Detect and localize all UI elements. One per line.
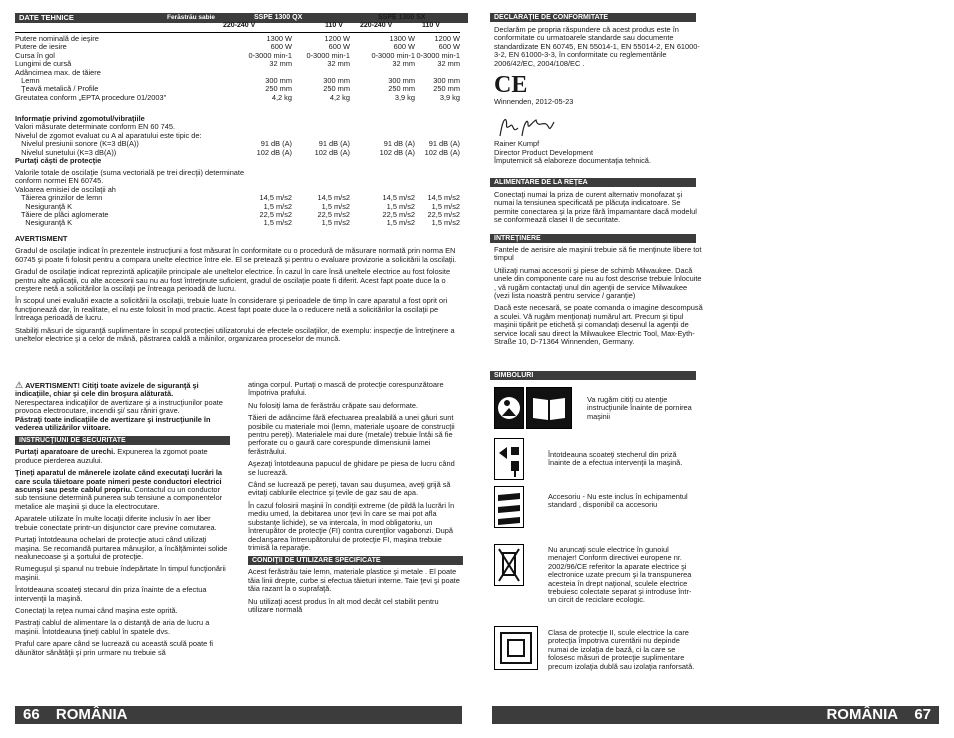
vib-value: 22,5 m/s2 — [317, 211, 350, 219]
maintenance-section — [494, 246, 704, 350]
vib-intro: Valorile totale de oscilaţie (suma vectorială pe trei direcţii) determinate conform normei EN 60745. — [15, 168, 245, 186]
accessory-icon — [494, 486, 524, 528]
vib-value: 1,5 m/s2 — [386, 202, 415, 211]
col1-warning3: Păstraţi toate indicaţiile de avertizare şi instrucţiunile în vederea utilizărilor viitoare. — [15, 414, 211, 433]
s2: Contactul cu un conductor sub tensiune determină punerea sub tensiune a componentelor metalice ale maşinii şi duce la electrocutare. — [15, 485, 223, 511]
specs-value: 32 mm — [392, 60, 415, 69]
weee-bin-icon — [494, 544, 524, 586]
specs-value: 1200 W — [434, 35, 460, 43]
c2-5: Când se lucrează pe pereţi, tavan sau duşumea, aveţi grijă să evitaţi cablurile electrice şi ţevile de gaz sau de apa. — [248, 480, 451, 498]
vib-row — [15, 203, 460, 211]
s8: Pastraţi cablul de alimentare la o distanţă de aria de lucru a maşinii. Întotdeauna ţineţi cablul în spatele dvs. — [15, 618, 210, 636]
specs-label: Greutatea conform „EPTA procedure 01/2003" — [15, 93, 167, 102]
place-date: Winnenden, 2012-05-23 — [494, 97, 574, 107]
authorization: Împuternicit să elaboreze documentaţia tehnică. — [494, 156, 651, 166]
specs-row — [15, 85, 460, 93]
footer-left — [15, 706, 462, 724]
specs-row — [15, 77, 460, 85]
warning-triangle-icon: ⚠ — [15, 380, 24, 390]
voltage-2: 110 V — [325, 22, 343, 29]
noise-row — [15, 140, 460, 148]
symbol-3-text: Accesoriu - Nu este inclus în echipamentul standard , disponibil ca accesoriu — [548, 492, 688, 510]
vib-label: Tăierea grinzilor de lemn — [15, 194, 103, 203]
vib-value: 14,5 m/s2 — [259, 194, 292, 203]
specs-value: 600 W — [393, 43, 415, 52]
noise-value: 102 dB (A) — [424, 148, 460, 157]
vib-value: 22,5 m/s2 — [427, 211, 460, 219]
vib-row — [15, 194, 460, 202]
s1-bold: Purtaţi aparatoare de urechi. — [15, 447, 116, 457]
vib-value: 14,5 m/s2 — [382, 194, 415, 203]
vib-row — [15, 211, 460, 219]
vib-value: 14,5 m/s2 — [427, 194, 460, 203]
noise-intro2: Nivelul de zgomot evaluat cu A al aparatului este tipic de: — [15, 130, 202, 140]
read-manual-icon — [494, 387, 524, 429]
class-ii-icon — [494, 626, 538, 670]
specs-value: 0-3000 min-1 — [416, 51, 460, 60]
specs-value: 300 mm — [265, 76, 292, 85]
specs-label: Putere de iesire — [15, 43, 67, 52]
mains-text: Conectaţi numai la priza de curent alternativ monofazat şi numai la tensiunea specificată pe plăcuţa indicatoare. Se permite conectarea şi la prize fără împamantare dacă modelul se conformează clasei II de securitate. — [494, 190, 697, 225]
vib-label: Nesiguranţă K — [15, 219, 73, 228]
col1-warning: AVERTISMENT! Citiţi toate avizele de siguranţă şi indicaţiile, chiar şi cele din broşura alăturată. — [15, 381, 199, 399]
page-number-left: 66 — [23, 706, 40, 723]
specs-value: 1200 W — [324, 35, 350, 43]
maint-2: Utilizaţi numai accesorii şi piese de schimb Milwaukee. Dacă unele din componente care nu au fost descrise trebuie înlocuite , vă rugăm contactaţi unul din agenţii de service Milwaukee (vezi lista noastră pentru service / garanţie) — [494, 265, 702, 301]
warning-p4: Stabiliţi măsuri de siguranţă suplimentare în scopul protecţiei utilizatorului de efectele oscilaţiilor, de exemplu: inspecţie de întreţinere a uneltelor electrice şi a celor de mână, păstrarea caldă a mâinilor, organizarea proceselor de muncă. — [15, 325, 455, 344]
noise-value: 91 dB (A) — [318, 140, 350, 149]
symbol-2-text: Întotdeauna scoateţi stecherul din priză înainte de a efectua intervenţii la maşină. — [548, 450, 683, 468]
c2-6: În cazul folosirii maşinii în condiţii extreme (de pildă la lucrări în mediu umed, la debitarea unor ţevi în care se mai pot afla substanţe lichide), se va intercala, în mod obligatoriu, un întrerupător de protecţie (FI) contra curenţilor vagabonzi. După declanşarea întrerupătorului de protecţie FI, maşina trebuie trimisă la reparaţie. — [248, 500, 455, 552]
specs-value: 600 W — [438, 43, 460, 52]
specs-value: 3,9 kg — [394, 93, 415, 102]
noise-section — [15, 115, 460, 165]
noise-value: 102 dB (A) — [256, 148, 292, 157]
specs-row — [15, 43, 460, 51]
specs-value: 600 W — [328, 43, 350, 52]
s5: Rumeguşul şi spanul nu trebuie îndepărtate în timpul funcţionării maşinii. — [15, 564, 226, 582]
specs-value: 0-3000 min-1 — [306, 51, 350, 60]
vib-value: 1,5 m/s2 — [431, 219, 460, 228]
specs-row — [15, 52, 460, 60]
noise-rows — [15, 140, 460, 157]
symbol-5-text: Clasa de protecţie II, scule electrice la care protecţia împotriva curentării nu depinde numai de izolaţia de bază, ci la care se folosesc măsuri de protecţie suplimentare precum izolaţia dublă sau izolaţia ranforsată. — [548, 628, 695, 671]
s6: Întotdeauna scoateţi stecarul din priza înainte de a efectua intervenţii la maşină. — [15, 585, 207, 603]
vib-intro2: Valoarea emisiei de oscilaţii ah — [15, 184, 116, 194]
specs-row — [15, 94, 460, 102]
c2-4: Aşezaţi întotdeauna papucul de ghidare pe piesa de lucru când se lucrează. — [248, 459, 455, 477]
warning-title: AVERTISMENT — [15, 234, 68, 243]
warning-p3: În scopul unei evaluări exacte a solicitării la oscilaţii, trebuie luate în considerare şi perioadele de timp în care aparatul a fost oprit ori funcţionează dar, în realitate, el nu este folosit în mod practic. Acest fapt poate duce la o reducere netă a solicitărilor la oscilaţii pe întreaga perioadă de lucru. — [15, 296, 448, 323]
warning-p1: Gradul de oscilaţie indicat în prezentele instrucţiuni a fost măsurat în conformitate cu o procedură de măsurare normată prin norma EN 60745 şi poate fi folosit pentru a compara unelte electrice între ele. El se pretează şi pentru o evaluare provizorie a solicitării la oscilaţii. — [15, 246, 457, 264]
col1-warning2: Nerespectarea indicaţiilor de avertizare şi a instrucţiunilor poate provoca electrocutare, incendii şi/ sau răniri grave. — [15, 397, 223, 416]
s4: Purtaţi întotdeauna ochelari de protecţie atuci când utilizaţi maşina. Se recomandă purtarea mânuşilor, a încălţămintei solide nealunecoase şi a şortului de protecţie. — [15, 535, 228, 561]
specs-label: Putere nominală de ieşire — [15, 35, 99, 43]
specs-value: 300 mm — [323, 76, 350, 85]
vib-rows — [15, 194, 460, 228]
specs-value: 0-3000 min-1 — [248, 51, 292, 60]
language-right: ROMÂNIA — [826, 706, 899, 723]
safety-column-1 — [15, 381, 230, 661]
use-2: Nu utilizaţi acest produs în alt mod decât cel stabilit pentru utilizare normală — [248, 596, 439, 614]
noise-title: Informaţie privind zgomotul/vibraţiile — [15, 114, 145, 123]
specs-label: Lungimi de cursă — [15, 60, 72, 69]
s3: Aparatele utilizate în multe locaţii diferite inclusiv în aer liber trebuie conectate printr-un disjunctor care previne comutarea. — [15, 514, 217, 532]
noise-value: 91 dB (A) — [428, 140, 460, 149]
specs-row — [15, 69, 460, 77]
safety-column-2 — [248, 381, 463, 618]
voltage-3: 220-240 V — [360, 22, 393, 29]
noise-value: 102 dB (A) — [314, 148, 350, 157]
conformity-text: Declarăm pe propria răspundere că acest produs este în conformitate cu urmatoarele standarde sau documente standardizate EN 60745, EN 55014-1, EN 55014-2, EN 61000-3-2, EN 61000-3-3, în conformitate cu reglementările 2006/42/EC, 2004/108/EC . — [494, 25, 700, 68]
mains-header: ALIMENTARE DE LA REŢEA — [490, 178, 696, 187]
specs-value: 4,2 kg — [271, 93, 292, 102]
symbol-4-text: Nu aruncaţi scule electrice în gunoiul menajer! Conform directivei europene nr. 2002/96/CE referitor la aparate electrice şi electronice uzate precum şi la transpunerea acesteia în drept naţional, sculele electrice trebuiesc colectate separat şi introduse într-un circit de reciclare ecologic. — [548, 545, 692, 605]
s1: Expunerea la zgomot poate produce pierderea auzului. — [15, 447, 208, 465]
vib-row — [15, 219, 460, 227]
specs-label: Ţeavă metalică / Profile — [15, 85, 99, 94]
maint-1: Fantele de aerisire ale maşinii trebuie să fie menţinute libere tot timpul — [494, 245, 702, 263]
vib-value: 14,5 m/s2 — [317, 194, 350, 203]
specs-value: 600 W — [270, 43, 292, 52]
vib-label: Nesiguranţă K — [15, 202, 73, 211]
specs-value: 250 mm — [388, 85, 415, 94]
c2-3: Tăieri de adâncime fără efectuarea prealabilă a unei găuri sunt posibile cu materiale moi (lemn, materiale uşoare de construcţii pentru pereţi). Materialele mai dure (metale) trebuie întâi să fie perforate cu o gaură care corespunde dimensiunii lamei ferăstrăului. — [248, 413, 455, 456]
divider — [15, 32, 460, 33]
specs-row — [15, 60, 460, 68]
specs-label: Lemn — [15, 76, 40, 85]
symbols-header: SIMBOLURI — [490, 371, 696, 380]
signer-name: Rainer Kumpf — [494, 139, 540, 149]
model-sx: SSPE 1300 SX — [378, 14, 426, 21]
vib-value: 1,5 m/s2 — [321, 219, 350, 228]
maintenance-header: INTREŢINERE — [490, 234, 696, 243]
ce-mark: CE — [494, 72, 528, 99]
signer-role: Director Product Development — [494, 147, 593, 157]
vib-value: 1,5 m/s2 — [263, 202, 292, 211]
noise-value: 102 dB (A) — [379, 148, 415, 157]
specs-table — [15, 35, 460, 102]
book-icon — [526, 387, 572, 429]
ear-protection: Purtaţi căşti de protecţie — [15, 156, 102, 165]
voltage-1: 220-240 V — [223, 22, 256, 29]
s7: Conectaţi la reţea numai când maşina este oprită. — [15, 605, 178, 615]
specs-value: 250 mm — [433, 85, 460, 94]
use-1: Acest ferăstrău taie lemn, materiale plastice şi metale . El poate tăia linii drepte, curbe si efectua tăieturi interne. Taie ţevi şi poate tăia razant la o suprafaţă. — [248, 567, 460, 594]
vibration-section — [15, 169, 460, 228]
vib-value: 1,5 m/s2 — [321, 202, 350, 211]
specs-value: 32 mm — [327, 60, 350, 69]
vib-value: 1,5 m/s2 — [431, 202, 460, 211]
voltage-4: 110 V — [422, 22, 440, 29]
specs-value: 32 mm — [269, 60, 292, 69]
specs-value: 1300 W — [389, 35, 415, 43]
model-qx: SSPE 1300 QX — [254, 14, 303, 21]
noise-value: 91 dB (A) — [383, 140, 415, 149]
vib-value: 1,5 m/s2 — [263, 219, 292, 228]
safety-header: INSTRUCŢIUNI DE SECURITATE — [15, 436, 230, 445]
specs-value: 1300 W — [266, 35, 292, 43]
noise-label: Nivelul sunetului (K=3 dB(A)) — [15, 148, 117, 157]
vib-value: 22,5 m/s2 — [382, 211, 415, 219]
warning-section — [15, 235, 460, 347]
c2-1: atinga corpul. Purtaţi o mască de protecţie corespunzătoare împotriva prafului. — [248, 380, 444, 398]
saw-label: Ferăstrău sabie — [167, 14, 216, 21]
page-number-right: 67 — [914, 706, 931, 723]
footer-right — [492, 706, 939, 724]
vib-value: 22,5 m/s2 — [259, 211, 292, 219]
tech-data-title: DATE TEHNICE — [19, 13, 74, 22]
conformity-header: DECLARAŢIE DE CONFORMITATE — [490, 13, 696, 22]
maint-3: Dacă este necesară, se poate comanda o imagine descompusă a sculei. Vă rugăm menţionaţi numărul art. Precum şi tipul maşinii tipărit pe etichetă şi comandaţi desenul la agenţii de service locali sau direct la Milwaukee Electric Tool, Max-Eyth-Straße 10, D-71364 Winnenden, Germany. — [494, 303, 703, 347]
use-header: CONDIŢII DE UTILIZARE SPECIFICATE — [248, 556, 463, 565]
specs-value: 250 mm — [323, 85, 350, 94]
noise-value: 91 dB (A) — [260, 140, 292, 149]
specs-row — [15, 35, 460, 43]
specs-label: Adâncimea max. de tăiere — [15, 68, 101, 77]
specs-value: 300 mm — [433, 76, 460, 85]
unplug-icon — [494, 438, 524, 480]
specs-value: 32 mm — [437, 60, 460, 69]
c2-2: Nu folosiţi lama de ferăstrău crăpate sau deformate. — [248, 400, 419, 410]
s9: Praful care apare când se lucrează cu această sculă poate fi dăunător sănătăţii şi prin urmare nu trebuie să — [15, 639, 214, 657]
noise-label: Nivelul presiunii sonore (K=3 dB(A)) — [15, 140, 139, 149]
vib-value: 1,5 m/s2 — [386, 219, 415, 228]
specs-value: 250 mm — [265, 85, 292, 94]
warning-p2: Gradul de oscilaţie indicat reprezintă aplicaţiile principale ale uneltelor electrice. În cazul în care însă uneltele electrice au fost folosite pentru alte aplicaţii, cu alte accesorii sau nu au fost întreţinute suficient, gradul de oscilaţie poate fi diferit. Acest fapt poate duce la o creştere netă a solicitărilor la oscilaţii pe întreaga perioadă de lucru. — [15, 267, 451, 294]
specs-value: 0-3000 min-1 — [371, 51, 415, 60]
language-left: ROMÂNIA — [55, 706, 128, 723]
noise-row — [15, 149, 460, 157]
conformity-section — [494, 26, 704, 166]
specs-label: Cursa în gol — [15, 51, 55, 60]
right-page — [477, 0, 954, 738]
noise-intro: Valori măsurate determinate conform EN 60 745. — [15, 122, 176, 132]
specs-value: 300 mm — [388, 76, 415, 85]
specs-value: 3,9 kg — [439, 93, 460, 102]
vib-label: Tăiere de plăci aglomerate — [15, 211, 109, 219]
signature — [498, 116, 704, 138]
specs-value: 4,2 kg — [329, 93, 350, 102]
symbol-1-text: Va rugăm citiţi cu atenţie instrucţiunile înainte de pornirea maşinii — [587, 395, 692, 421]
s2-bold: Ţineţi aparatul de mânerele izolate când executaţi lucrări la care scula tăietoare poate nimeri peste conductori electrici ascunşi sau peste cablul propriu. — [15, 468, 223, 495]
